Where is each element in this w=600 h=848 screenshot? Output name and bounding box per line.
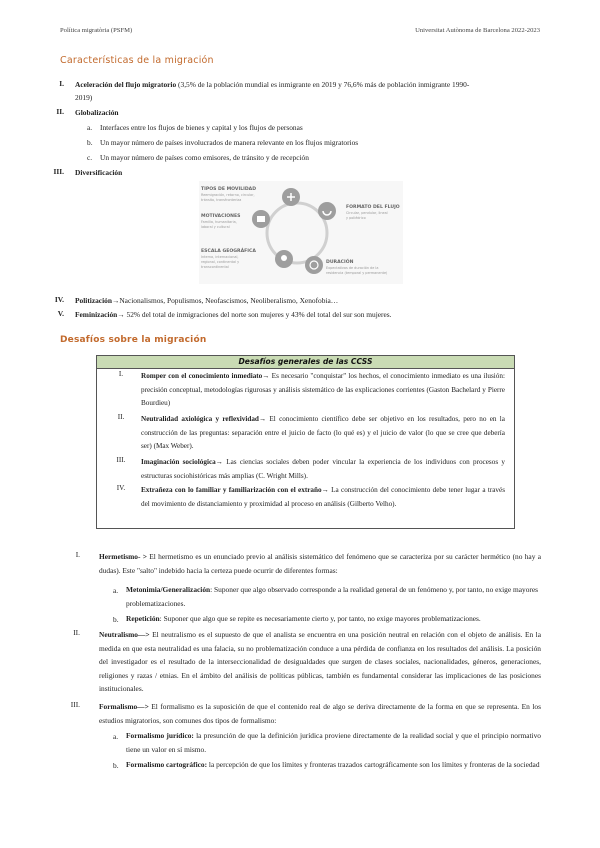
- item-number: III.: [53, 167, 64, 176]
- sub-item: Un mayor número de países como emisores, de tránsito y de recepción: [100, 153, 309, 162]
- section1-title: Características de la migración: [60, 55, 214, 66]
- sub-letter: a.: [87, 123, 93, 132]
- node-desc: Familia, humanitaria,: [201, 220, 237, 224]
- diagram-svg: [199, 181, 403, 284]
- node-desc: Interna, internacional,: [201, 255, 239, 259]
- section2-title: Desafíos sobre la migración: [60, 335, 207, 345]
- node-desc: transcontinental: [201, 265, 229, 269]
- table-row-number: I.: [118, 370, 124, 378]
- node-title: FORMATO DEL FLUJO: [346, 205, 400, 210]
- item-acceleration: Aceleración del flujo migratorio (3,5% de la población mundial es inmigrante en 2019 y 76,6% más de población inmigrante 1990-: [75, 80, 470, 89]
- table-row: Neutralidad axiológica y reflexividad→ El conocimiento científico debe ser objetivo en los resultados, pero no en la construcción de las preguntas: separación entre el juicio de facto (lo qué es) y el juicio de valor (lo que se cree que debería ser) (Max Weber).: [141, 415, 505, 450]
- arrow-icon: →: [215, 458, 223, 466]
- node-desc: tránsito, transfronteriza: [201, 198, 242, 202]
- sub-letter: c.: [87, 153, 93, 162]
- sub-item-legal-formalism: Formalismo jurídico: la presunción de que la definición jurídica proviene directamente de la realidad social y que el principio normativo tiene un valor en sí mismo.: [126, 731, 541, 754]
- node-title: DURACIÓN: [326, 260, 354, 265]
- node-desc: residencia (temporal y permanente): [326, 271, 388, 275]
- item-number: I.: [59, 79, 64, 88]
- node-title: MOTIVACIONES: [201, 214, 241, 219]
- table-row: Imaginación sociológica→ Las ciencias sociales deben poder vincular la experiencia de los individuos con procesos y estructuras sociohistóricas más amplias (C. Wright Mills).: [141, 458, 505, 480]
- item-globalization: Globalización: [75, 108, 119, 117]
- item-diversification: Diversificación: [75, 168, 123, 177]
- item-number: V.: [57, 309, 64, 318]
- item-number: III.: [70, 700, 80, 709]
- sub-letter: b.: [113, 761, 119, 770]
- item-neutralism: Neutralismo—> El neutralismo es el supuesto de que el analista se encuentra en una posición neutral en relación con el objeto de análisis. En la medida en que esta neutralidad es una falacia, su no problematización conduce a una pérdida de confianza en los resultados del análisis. La posición del investigador es el resultado de la interseccionalidad de desigualdades que surgen de clases sociales, nacionalidades, géneros, generaciones, religiones y razas / etnias. En el ámbito del análisis de políticas públicas, también es fundamental considerar las implicaciones de las posiciones institucionales.: [99, 630, 541, 693]
- item-number: II.: [56, 107, 64, 116]
- arrow-icon: →: [111, 296, 120, 305]
- node-desc: Reemigración, retorno, circular,: [201, 193, 255, 197]
- node-desc: Circular, pendular, lineal: [346, 211, 388, 215]
- item-number: IV.: [54, 295, 64, 304]
- node-desc: Expectativas de duración de la: [326, 266, 379, 270]
- arrow-icon: →: [262, 372, 270, 380]
- arrow-icon: →: [321, 486, 329, 494]
- table-row: Romper con el conocimiento inmediato→ Es necesario "conquistar" los hechos, el conocimiento inmediato es una ilusión: precisión conceptual, metodologías rigurosas y análisis sistemático de las explicaciones corrientes (Gaston Bachelard y Pierre Bourdieu): [141, 372, 505, 407]
- node-desc: regional, continental y: [201, 260, 240, 264]
- table-header: Desafíos generales de las CCSS: [97, 356, 514, 369]
- item-feminization: Feminización→ 52% del total de inmigraciones del norte son mujeres y 43% del total del sur son mujeres.: [75, 310, 392, 319]
- table-row-number: III.: [116, 456, 126, 464]
- node-desc: y poliédrico: [346, 216, 366, 220]
- sub-item-repetition: Repetición: Suponer que algo que se repite es necesariamente cierto y, por tanto, no exige mayores problematizaciones.: [126, 614, 481, 623]
- sub-letter: a.: [113, 732, 119, 741]
- duration-icon: [305, 256, 323, 274]
- location-pin-icon: [281, 255, 287, 261]
- sub-item: Interfaces entre los flujos de bienes y capital y los flujos de personas: [100, 123, 303, 132]
- sub-letter: b.: [113, 615, 119, 624]
- flow-format-icon: [318, 202, 336, 220]
- node-desc: laboral y cultural: [201, 225, 230, 229]
- item-number: II.: [73, 628, 80, 637]
- sub-item: Un mayor número de países involucrados de manera relevante en los flujos migratorios: [100, 138, 359, 147]
- challenges-table: [96, 355, 515, 529]
- item-hermetism: Hermetismo- > El hermetismo es un enunciado previo al análisis sistemático del fenómeno que se caracteriza por su carácter hermético (no hay a dudas). Este "salto" indebido hacia la certeza puede ocurrir de diferentes formas:: [99, 552, 541, 575]
- item-acceleration-cont: 2019): [75, 93, 93, 102]
- table-row: Extrañeza con lo familiar y familiarización con el extraño→ La construcción del conocimiento debe tener lugar a través del movimiento de distanciamiento y proximidad al proceso en análisis (Gilberto Velho).: [141, 486, 506, 508]
- arrow-icon: →: [117, 310, 125, 319]
- item-politization: Politización→Nacionalismos, Populismos, Neofascismos, Neoliberalismo, Xenofobia…: [75, 296, 339, 305]
- table-row-number: IV.: [116, 484, 126, 492]
- motivation-icon-glyph: [257, 216, 265, 222]
- header-left: Política migratòria (PSFM): [60, 27, 133, 34]
- node-title: TIPOS DE MOVILIDAD: [201, 187, 257, 192]
- header-right: Universitat Autònoma de Barcelona 2022-2023: [415, 27, 540, 34]
- diversification-diagram: [199, 181, 403, 284]
- arrow-icon: →: [258, 415, 267, 423]
- sub-letter: a.: [113, 586, 119, 595]
- sub-item-metonymy: Metonimia/Generalización: Suponer que algo observado corresponde a la realidad general de un fenómeno y, por tanto, no exige mayores problematizaciones.: [126, 585, 539, 608]
- sub-letter: b.: [87, 138, 93, 147]
- node-title: ESCALA GEOGRÁFICA: [201, 249, 256, 254]
- item-number: I.: [75, 550, 80, 559]
- table-row-number: II.: [117, 413, 125, 421]
- sub-item-cartographic-formalism: Formalismo cartográfico: la percepción de que los límites y fronteras trazados cartográficamente son los límites y fronteras de la sociedad: [126, 760, 540, 769]
- item-formalism: Formalismo—> El formalismo es la suposición de que el contenido real de algo se deriva directamente de la forma en que se representa. En los estudios migratorios, son comunes dos tipos de formalismo:: [99, 702, 541, 725]
